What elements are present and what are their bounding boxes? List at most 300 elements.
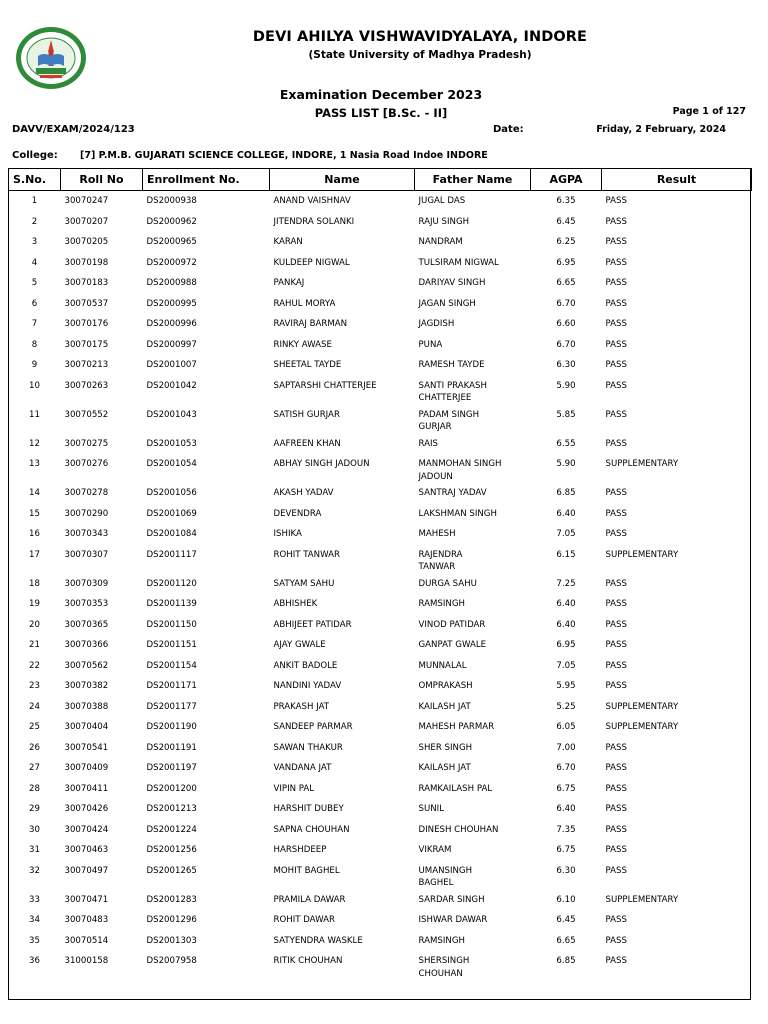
cell-sno: 16: [29, 529, 40, 539]
cell-name: ANAND VAISHNAV: [273, 196, 351, 206]
father-name-line: VINOD PATIDAR: [418, 619, 486, 630]
cell-sno: 17: [29, 549, 40, 560]
cell-roll: 30070497: [64, 865, 109, 876]
cell-agpa: 5.90: [556, 459, 576, 469]
cell-sno: 10: [29, 380, 40, 391]
table-row: [9, 253, 752, 274]
cell-roll: 30070175: [64, 339, 109, 350]
cell-name: ANKIT BADOLE: [273, 660, 338, 671]
cell-result: PASS: [605, 488, 627, 498]
cell-enrollment: DS2001151: [146, 640, 197, 650]
cell-name: NANDINI YADAV: [273, 681, 342, 691]
cell-roll: 30070411: [64, 783, 109, 794]
cell-agpa: 6.10: [556, 894, 576, 905]
cell-result: PASS: [605, 380, 627, 391]
cell-roll: 30070309: [64, 578, 109, 589]
page-number: Page 1 of 127: [672, 106, 746, 117]
father-name-line: RAJENDRA: [418, 549, 463, 560]
father-name-line: MANMOHAN SINGH: [418, 459, 502, 469]
father-name-line: SHERSINGH: [418, 956, 470, 966]
cell-enrollment: DS2001069: [146, 508, 197, 519]
cell-agpa: 6.75: [556, 845, 576, 855]
father-name-line: DURGA SAHU: [418, 578, 477, 589]
cell-agpa: 6.25: [556, 237, 576, 247]
col-header-sno: S.No.: [9, 169, 61, 191]
table-row: [9, 273, 752, 294]
cell-roll: 30070426: [64, 804, 109, 814]
cell-name: SAWAN THAKUR: [273, 742, 343, 753]
cell-roll: 30070404: [64, 722, 109, 732]
father-name-line: RAMESH TAYDE: [418, 360, 485, 370]
table-row: [9, 738, 752, 759]
cell-name: ROHIT TANWAR: [273, 549, 340, 560]
cell-roll: 30070213: [64, 360, 109, 370]
cell-father: [415, 820, 531, 841]
cell-result: PASS: [605, 763, 627, 773]
cell-name: MOHIT BAGHEL: [273, 865, 340, 876]
cell-name: KARAN: [273, 237, 303, 247]
cell-sno: 30: [29, 824, 40, 835]
cell-father: [415, 314, 531, 335]
cell-result: PASS: [605, 845, 627, 855]
cell-name: SATISH GURJAR: [273, 409, 340, 420]
father-name-line: JAGAN SINGH: [418, 298, 476, 309]
cell-enrollment: DS2000962: [146, 216, 197, 227]
cell-father: [415, 574, 531, 595]
date-label: Date:: [493, 124, 524, 135]
cell-agpa: 6.05: [556, 722, 576, 732]
cell-name: AJAY GWALE: [273, 640, 326, 650]
cell-sno: 9: [31, 360, 38, 370]
col-header-result: Result: [602, 169, 752, 191]
cell-father: [415, 335, 531, 356]
cell-father: [415, 861, 531, 890]
cell-agpa: 6.55: [556, 438, 576, 449]
cell-sno: 24: [29, 701, 40, 712]
cell-agpa: 6.65: [556, 935, 576, 946]
cell-sno: 23: [29, 681, 40, 691]
father-name-line: LAKSHMAN SINGH: [418, 508, 497, 519]
cell-sno: 28: [29, 783, 40, 794]
cell-agpa: 6.40: [556, 619, 576, 630]
cell-sno: 33: [29, 894, 40, 905]
father-name-line: VIKRAM: [418, 845, 452, 855]
table-row: [9, 454, 752, 483]
father-name-line: OMPRAKASH: [418, 681, 473, 691]
cell-sno: 13: [29, 459, 40, 469]
cell-agpa: 6.85: [556, 488, 576, 498]
cell-agpa: 7.00: [556, 742, 576, 753]
cell-enrollment: DS2001056: [146, 488, 197, 498]
father-name-line: GURJAR: [418, 422, 452, 432]
cell-name: SAPNA CHOUHAN: [273, 824, 350, 835]
cell-father: [415, 355, 531, 376]
cell-enrollment: DS2001296: [146, 915, 197, 925]
cell-agpa: 6.70: [556, 298, 576, 309]
cell-agpa: 6.65: [556, 278, 576, 288]
cell-name: VANDANA JAT: [273, 763, 332, 773]
cell-roll: 30070307: [64, 549, 109, 560]
cell-enrollment: DS2001084: [146, 529, 197, 539]
father-name-line: DINESH CHOUHAN: [418, 824, 499, 835]
cell-sno: 6: [31, 298, 38, 309]
cell-name: VIPIN PAL: [273, 783, 315, 794]
cell-sno: 29: [29, 804, 40, 814]
cell-name: RAHUL MORYA: [273, 298, 336, 309]
cell-enrollment: DS2001120: [146, 578, 197, 589]
table-row: [9, 676, 752, 697]
cell-roll: 30070382: [64, 681, 109, 691]
cell-father: [415, 545, 531, 574]
cell-sno: 4: [31, 257, 38, 268]
cell-father: [415, 294, 531, 315]
cell-father: [415, 273, 531, 294]
cell-sno: 8: [31, 339, 38, 350]
cell-roll: 30070263: [64, 380, 109, 391]
table-body: [9, 191, 752, 981]
cell-result: PASS: [605, 319, 627, 329]
father-name-line: SHER SINGH: [418, 742, 473, 753]
cell-agpa: 7.05: [556, 660, 576, 671]
table-row: [9, 376, 752, 405]
cell-sno: 22: [29, 660, 40, 671]
col-header-agpa: AGPA: [531, 169, 602, 191]
table-row: [9, 574, 752, 595]
cell-roll: 30070483: [64, 915, 109, 925]
cell-result: PASS: [605, 824, 627, 835]
cell-result: PASS: [605, 339, 627, 350]
cell-sno: 15: [29, 508, 40, 519]
cell-name: PANKAJ: [273, 278, 305, 288]
cell-roll: 30070205: [64, 237, 109, 247]
cell-father: [415, 434, 531, 455]
cell-result: PASS: [605, 783, 627, 794]
cell-enrollment: DS2001200: [146, 783, 197, 794]
cell-enrollment: DS2001177: [146, 701, 197, 712]
cell-sno: 7: [31, 319, 38, 329]
cell-roll: 30070198: [64, 257, 109, 268]
father-name-line: MAHESH PARMAR: [418, 722, 495, 732]
cell-enrollment: DS2001139: [146, 599, 197, 609]
cell-roll: 30070183: [64, 278, 109, 288]
cell-result: PASS: [605, 935, 627, 946]
cell-roll: 30070541: [64, 742, 109, 753]
cell-enrollment: DS2001171: [146, 681, 197, 691]
college-label: College:: [12, 150, 58, 161]
cell-name: ABHISHEK: [273, 599, 318, 609]
cell-agpa: 6.75: [556, 783, 576, 794]
cell-sno: 27: [29, 763, 40, 773]
table-row: [9, 635, 752, 656]
cell-result: PASS: [605, 438, 627, 449]
cell-enrollment: DS2001303: [146, 935, 197, 946]
cell-father: [415, 697, 531, 718]
cell-result: PASS: [605, 216, 627, 227]
col-header-father: Father Name: [415, 169, 531, 191]
cell-agpa: 6.40: [556, 599, 576, 609]
cell-father: [415, 656, 531, 677]
cell-name: SATYAM SAHU: [273, 578, 335, 589]
cell-sno: 21: [29, 640, 40, 650]
cell-roll: 30070388: [64, 701, 109, 712]
cell-enrollment: DS2001154: [146, 660, 197, 671]
cell-sno: 2: [31, 216, 38, 227]
cell-enrollment: DS2001265: [146, 865, 197, 876]
cell-sno: 5: [31, 278, 38, 288]
cell-name: ISHIKA: [273, 529, 302, 539]
cell-father: [415, 910, 531, 931]
cell-sno: 1: [31, 196, 38, 206]
cell-name: KULDEEP NIGWAL: [273, 257, 350, 268]
cell-roll: 30070409: [64, 763, 109, 773]
cell-sno: 26: [29, 742, 40, 753]
table-row: [9, 545, 752, 574]
table-row: [9, 314, 752, 335]
cell-roll: 30070275: [64, 438, 109, 449]
cell-enrollment: DS2001191: [146, 742, 197, 753]
cell-sno: 36: [29, 956, 40, 966]
cell-roll: 31000158: [64, 956, 109, 966]
cell-name: SAPTARSHI CHATTERJEE: [273, 380, 377, 391]
cell-enrollment: DS2001283: [146, 894, 197, 905]
cell-roll: 30070366: [64, 640, 109, 650]
father-name-line: UMANSINGH: [418, 865, 473, 876]
cell-result: PASS: [605, 640, 627, 650]
table-row: [9, 717, 752, 738]
cell-roll: 30070343: [64, 529, 109, 539]
father-name-line: KAILASH JAT: [418, 763, 471, 773]
cell-father: [415, 405, 531, 434]
col-header-enrollment: Enrollment No.: [143, 169, 270, 191]
cell-agpa: 6.35: [556, 196, 576, 206]
col-header-name: Name: [270, 169, 415, 191]
cell-agpa: 6.70: [556, 763, 576, 773]
cell-father: [415, 615, 531, 636]
cell-father: [415, 191, 531, 212]
cell-enrollment: DS2001054: [146, 459, 197, 469]
cell-name: ROHIT DAWAR: [273, 915, 335, 925]
father-name-line: PUNA: [418, 339, 443, 350]
cell-father: [415, 524, 531, 545]
cell-result: PASS: [605, 578, 627, 589]
cell-enrollment: DS2001150: [146, 619, 197, 630]
cell-father: [415, 232, 531, 253]
cell-father: [415, 931, 531, 952]
cell-enrollment: DS2000997: [146, 339, 197, 350]
cell-father: [415, 504, 531, 525]
father-name-line: TANWAR: [418, 562, 456, 572]
cell-sno: 19: [29, 599, 40, 609]
cell-agpa: 7.05: [556, 529, 576, 539]
cell-sno: 34: [29, 915, 40, 925]
father-name-line: SARDAR SINGH: [418, 894, 485, 905]
cell-result: PASS: [605, 298, 627, 309]
cell-result: SUPPLEMENTARY: [605, 549, 679, 560]
university-subtitle: (State University of Madhya Pradesh): [308, 49, 532, 61]
father-name-line: JUGAL DAS: [418, 196, 466, 206]
cell-result: PASS: [605, 915, 627, 925]
father-name-line: RAMSINGH: [418, 935, 465, 946]
cell-father: [415, 253, 531, 274]
cell-enrollment: DS2000965: [146, 237, 197, 247]
table-row: [9, 758, 752, 779]
cell-roll: 30070365: [64, 619, 109, 630]
cell-result: PASS: [605, 409, 627, 420]
cell-sno: 25: [29, 722, 40, 732]
cell-name: AKASH YADAV: [273, 488, 334, 498]
cell-name: AAFREEN KHAN: [273, 438, 341, 449]
cell-enrollment: DS2001224: [146, 824, 197, 835]
table-row: [9, 355, 752, 376]
table-row: [9, 483, 752, 504]
cell-father: [415, 840, 531, 861]
table-row: [9, 861, 752, 890]
table-row: [9, 335, 752, 356]
cell-agpa: 5.90: [556, 380, 576, 391]
cell-result: SUPPLEMENTARY: [605, 722, 679, 732]
cell-name: SHEETAL TAYDE: [273, 360, 342, 370]
table-row: [9, 697, 752, 718]
father-name-line: KAILASH JAT: [418, 701, 471, 712]
cell-enrollment: DS2001007: [146, 360, 197, 370]
table-row: [9, 890, 752, 911]
cell-roll: 30070290: [64, 508, 109, 519]
cell-result: PASS: [605, 681, 627, 691]
cell-sno: 20: [29, 619, 40, 630]
father-name-line: GANPAT GWALE: [418, 640, 487, 650]
pass-list-title: PASS LIST [B.Sc. - II]: [314, 106, 448, 120]
cell-name: JITENDRA SOLANKI: [273, 216, 355, 227]
cell-enrollment: DS2000996: [146, 319, 197, 329]
cell-result: PASS: [605, 742, 627, 753]
father-name-line: RAMKAILASH PAL: [418, 783, 493, 794]
table-row: [9, 504, 752, 525]
cell-sno: 31: [29, 845, 40, 855]
father-name-line: RAMSINGH: [418, 599, 465, 609]
cell-name: RAVIRAJ BARMAN: [273, 319, 348, 329]
cell-roll: 30070471: [64, 894, 109, 905]
table-row: [9, 820, 752, 841]
pass-list-table: [8, 168, 752, 980]
cell-enrollment: DS2001043: [146, 409, 197, 420]
cell-agpa: 6.40: [556, 508, 576, 519]
cell-enrollment: DS2000995: [146, 298, 197, 309]
cell-agpa: 6.95: [556, 640, 576, 650]
cell-roll: 30070353: [64, 599, 109, 609]
father-name-line: RAJU SINGH: [418, 216, 470, 227]
cell-enrollment: DS2001256: [146, 845, 197, 855]
cell-name: PRAMILA DAWAR: [273, 894, 346, 905]
cell-roll: 30070463: [64, 845, 109, 855]
cell-agpa: 6.15: [556, 549, 576, 560]
cell-roll: 30070424: [64, 824, 109, 835]
cell-agpa: 6.70: [556, 339, 576, 350]
father-name-line: MUNNALAL: [418, 660, 467, 671]
father-name-line: JADOUN: [418, 471, 453, 482]
table-row: [9, 615, 752, 636]
cell-sno: 18: [29, 578, 40, 589]
cell-father: [415, 758, 531, 779]
cell-father: [415, 799, 531, 820]
cell-father: [415, 951, 531, 980]
cell-name: PRAKASH JAT: [273, 701, 330, 712]
cell-result: PASS: [605, 619, 627, 630]
cell-father: [415, 890, 531, 911]
exam-title: Examination December 2023: [279, 87, 483, 102]
cell-roll: 30070537: [64, 298, 109, 309]
cell-agpa: 6.40: [556, 804, 576, 814]
cell-sno: 35: [29, 935, 40, 946]
cell-name: RINKY AWASE: [273, 339, 332, 350]
cell-enrollment: DS2001190: [146, 722, 197, 732]
cell-result: PASS: [605, 508, 627, 519]
father-name-line: ISHWAR DAWAR: [418, 915, 488, 925]
cell-result: PASS: [605, 804, 627, 814]
father-name-line: SUNIL: [418, 804, 444, 814]
cell-result: PASS: [605, 599, 627, 609]
cell-father: [415, 738, 531, 759]
cell-enrollment: DS2001117: [146, 549, 197, 560]
table-row: [9, 656, 752, 677]
father-name-line: BAGHEL: [418, 878, 454, 888]
cell-agpa: 6.45: [556, 216, 576, 227]
cell-result: PASS: [605, 660, 627, 671]
cell-enrollment: DS2000972: [146, 257, 197, 268]
cell-name: HARSHIT DUBEY: [273, 804, 344, 814]
cell-agpa: 6.30: [556, 865, 576, 876]
father-name-line: PADAM SINGH: [418, 409, 480, 420]
cell-enrollment: DS2001053: [146, 438, 197, 449]
cell-result: SUPPLEMENTARY: [605, 701, 679, 712]
table-row: [9, 191, 752, 212]
cell-agpa: 7.25: [556, 578, 576, 589]
cell-agpa: 6.85: [556, 956, 576, 966]
cell-agpa: 5.25: [556, 701, 576, 712]
cell-agpa: 6.95: [556, 257, 576, 268]
cell-sno: 32: [29, 865, 40, 876]
cell-roll: 30070562: [64, 660, 109, 671]
table-row: [9, 524, 752, 545]
cell-result: PASS: [605, 529, 627, 539]
cell-agpa: 6.45: [556, 915, 576, 925]
cell-enrollment: DS2007958: [146, 956, 197, 966]
cell-name: DEVENDRA: [273, 508, 322, 519]
cell-father: [415, 454, 531, 483]
table-row: [9, 799, 752, 820]
cell-roll: 30070207: [64, 216, 109, 227]
col-header-roll: Roll No: [61, 169, 143, 191]
cell-result: PASS: [605, 237, 627, 247]
cell-father: [415, 779, 531, 800]
cell-name: SANDEEP PARMAR: [273, 722, 353, 732]
cell-agpa: 6.60: [556, 319, 576, 329]
cell-enrollment: DS2001197: [146, 763, 197, 773]
university-name: DEVI AHILYA VISHWAVIDYALAYA, INDORE: [252, 29, 588, 45]
cell-father: [415, 483, 531, 504]
cell-result: PASS: [605, 360, 627, 370]
cell-father: [415, 717, 531, 738]
cell-father: [415, 594, 531, 615]
cell-agpa: 7.35: [556, 824, 576, 835]
cell-name: HARSHDEEP: [273, 845, 327, 855]
father-name-line: RAIS: [418, 438, 438, 449]
table-row: [9, 840, 752, 861]
cell-roll: 30070276: [64, 459, 109, 469]
cell-enrollment: DS2001213: [146, 804, 197, 814]
table-row: [9, 434, 752, 455]
father-name-line: JAGDISH: [418, 319, 455, 329]
table-row: [9, 931, 752, 952]
